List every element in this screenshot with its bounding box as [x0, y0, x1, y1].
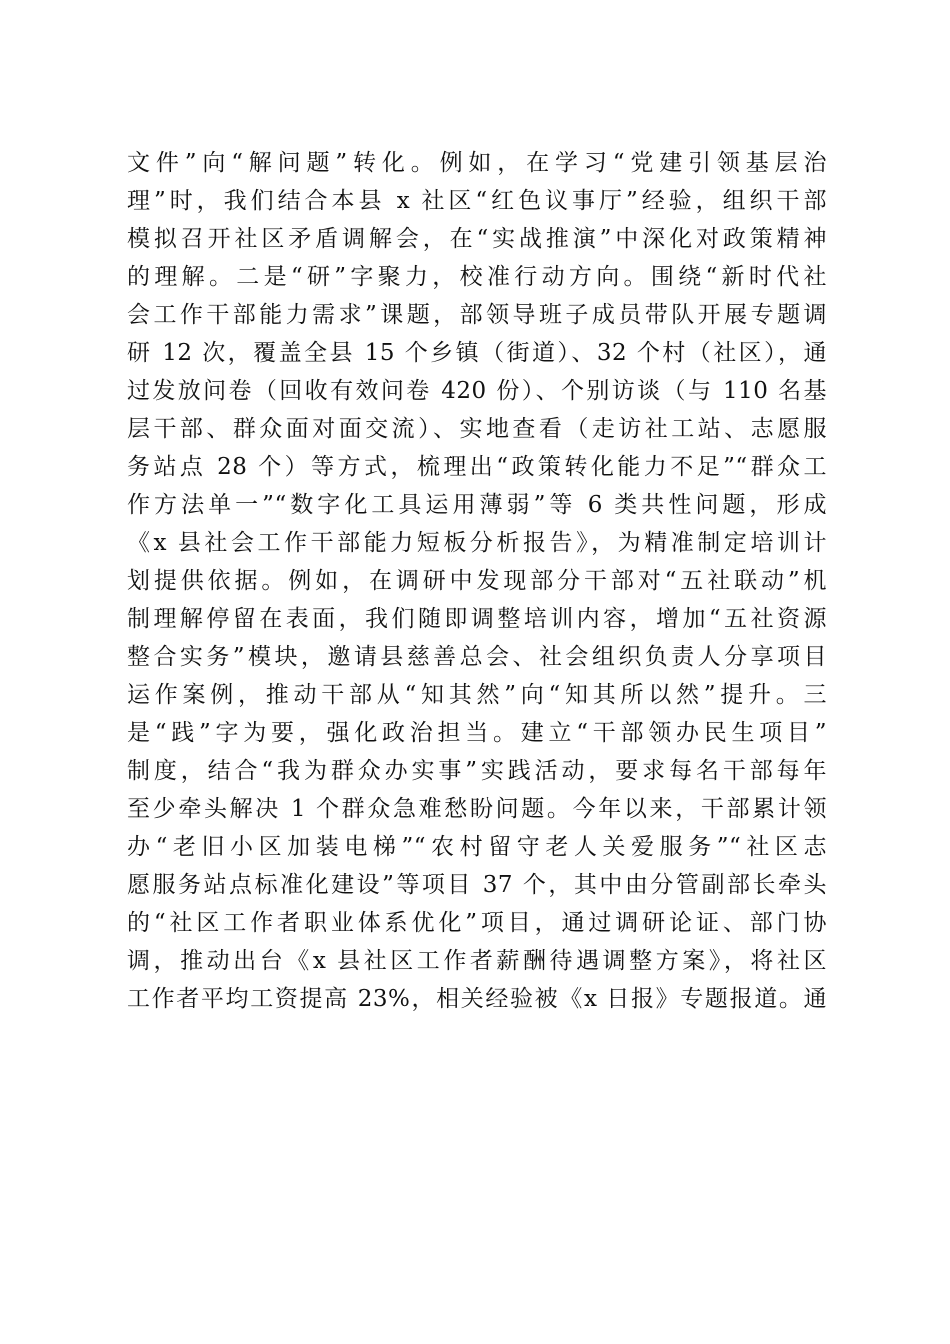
- body-paragraph: [127, 144, 827, 1018]
- text-line: 会工作干部能力需求”课题，部领导班子成员带队开展专题调: [127, 302, 827, 328]
- text-line: 制理解停留在表面，我们随即调整培训内容，增加“五社资源: [127, 606, 827, 632]
- text-line: 文件”向“解问题”转化。例如，在学习“党建引领基层治: [127, 150, 827, 176]
- text-line: 务站点 28 个）等方式，梳理出“政策转化能力不足”“群众工: [127, 454, 827, 480]
- text-line: 调，推动出台《x 县社区工作者薪酬待遇调整方案》，将社区: [127, 948, 827, 974]
- text-line: 《x 县社会工作干部能力短板分析报告》，为精准制定培训计: [127, 530, 827, 556]
- text-line: 是“践”字为要，强化政治担当。建立“干部领办民生项目”: [127, 720, 827, 746]
- text-line: 的“社区工作者职业体系优化”项目，通过调研论证、部门协: [127, 910, 827, 936]
- text-line: 研 12 次，覆盖全县 15 个乡镇（街道）、32 个村（社区），通: [127, 340, 827, 366]
- text-line: 办“老旧小区加装电梯”“农村留守老人关爱服务”“社区志: [127, 834, 827, 860]
- text-line: 层干部、群众面对面交流）、实地查看（走访社工站、志愿服: [127, 416, 827, 442]
- text-line: 整合实务”模块，邀请县慈善总会、社会组织负责人分享项目: [127, 644, 827, 670]
- text-line: 作方法单一”“数字化工具运用薄弱”等 6 类共性问题，形成: [127, 492, 827, 518]
- text-line: 至少牵头解决 1 个群众急难愁盼问题。今年以来，干部累计领: [127, 796, 827, 822]
- text-line: 过发放问卷（回收有效问卷 420 份）、个别访谈（与 110 名基: [127, 378, 827, 404]
- text-line: 的理解。二是“研”字聚力，校准行动方向。围绕“新时代社: [127, 264, 827, 290]
- text-line: 运作案例，推动干部从“知其然”向“知其所以然”提升。三: [127, 682, 827, 708]
- text-line: 模拟召开社区矛盾调解会，在“实战推演”中深化对政策精神: [127, 226, 827, 252]
- text-line: 愿服务站点标准化建设”等项目 37 个，其中由分管副部长牵头: [127, 872, 827, 898]
- text-line: 工作者平均工资提高 23%，相关经验被《x 日报》专题报道。通: [127, 986, 827, 1012]
- text-line: 划提供依据。例如，在调研中发现部分干部对“五社联动”机: [127, 568, 827, 594]
- text-line: 理”时，我们结合本县 x 社区“红色议事厅”经验，组织干部: [127, 188, 827, 214]
- text-line: 制度，结合“我为群众办实事”实践活动，要求每名干部每年: [127, 758, 827, 784]
